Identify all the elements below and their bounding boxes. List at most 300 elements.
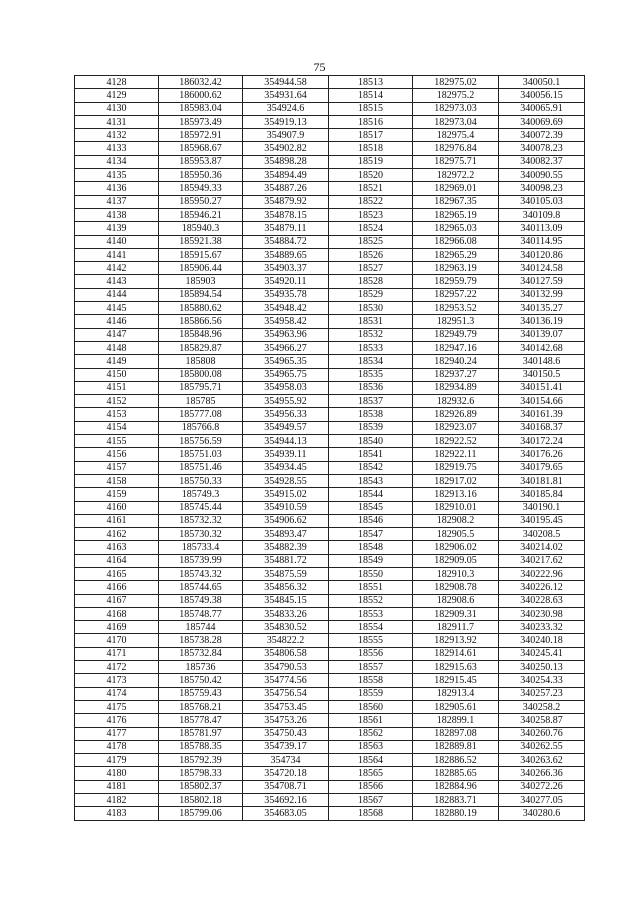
table-row (75, 395, 585, 408)
y-coordinate-a-cell: 354906.62 (243, 514, 329, 527)
y-coordinate-a-cell: 354879.11 (243, 222, 329, 235)
y-coordinate-a-cell: 354806.58 (243, 647, 329, 660)
point-number-b-cell: 18535 (329, 368, 413, 381)
point-number-b-cell: 18538 (329, 408, 413, 421)
point-number-b-cell: 18534 (329, 355, 413, 368)
y-coordinate-b-cell: 340280.6 (499, 807, 585, 820)
table-row (75, 315, 585, 328)
table-row (75, 767, 585, 780)
y-coordinate-a-cell: 354692.16 (243, 794, 329, 807)
x-coordinate-b-cell: 182913.16 (413, 488, 499, 501)
y-coordinate-b-cell: 340185.84 (499, 488, 585, 501)
x-coordinate-b-cell: 182908.78 (413, 581, 499, 594)
x-coordinate-a-cell: 185778.47 (159, 714, 243, 727)
x-coordinate-b-cell: 182913.92 (413, 634, 499, 647)
point-number-a-cell: 4155 (75, 435, 159, 448)
table-row (75, 408, 585, 421)
y-coordinate-a-cell: 354887.26 (243, 182, 329, 195)
point-number-b-cell: 18524 (329, 222, 413, 235)
x-coordinate-b-cell: 182910.3 (413, 567, 499, 580)
table-row (75, 275, 585, 288)
point-number-a-cell: 4139 (75, 222, 159, 235)
y-coordinate-b-cell: 340258.2 (499, 700, 585, 713)
y-coordinate-a-cell: 354774.56 (243, 674, 329, 687)
y-coordinate-a-cell: 354910.59 (243, 501, 329, 514)
y-coordinate-a-cell: 354753.45 (243, 700, 329, 713)
point-number-b-cell: 18539 (329, 421, 413, 434)
table-row (75, 474, 585, 487)
y-coordinate-a-cell: 354939.11 (243, 448, 329, 461)
y-coordinate-a-cell: 354739.17 (243, 740, 329, 753)
point-number-b-cell: 18561 (329, 714, 413, 727)
x-coordinate-a-cell: 185759.43 (159, 687, 243, 700)
x-coordinate-a-cell: 185903 (159, 275, 243, 288)
point-number-a-cell: 4156 (75, 448, 159, 461)
x-coordinate-a-cell: 185950.36 (159, 169, 243, 182)
point-number-b-cell: 18513 (329, 76, 413, 89)
coordinates-table (74, 75, 585, 821)
point-number-b-cell: 18532 (329, 328, 413, 341)
x-coordinate-a-cell: 185968.67 (159, 142, 243, 155)
y-coordinate-b-cell: 340190.1 (499, 501, 585, 514)
point-number-a-cell: 4168 (75, 607, 159, 620)
x-coordinate-a-cell: 185915.67 (159, 248, 243, 261)
point-number-b-cell: 18560 (329, 700, 413, 713)
y-coordinate-b-cell: 340217.62 (499, 554, 585, 567)
point-number-a-cell: 4180 (75, 767, 159, 780)
table-row (75, 208, 585, 221)
table-row (75, 780, 585, 793)
x-coordinate-a-cell: 185802.37 (159, 780, 243, 793)
y-coordinate-a-cell: 354948.42 (243, 302, 329, 315)
y-coordinate-b-cell: 340072.39 (499, 129, 585, 142)
x-coordinate-a-cell: 185733.4 (159, 541, 243, 554)
table-row (75, 740, 585, 753)
point-number-b-cell: 18558 (329, 674, 413, 687)
x-coordinate-b-cell: 182909.31 (413, 607, 499, 620)
point-number-a-cell: 4153 (75, 408, 159, 421)
y-coordinate-b-cell: 340124.58 (499, 262, 585, 275)
x-coordinate-b-cell: 182975.4 (413, 129, 499, 142)
point-number-a-cell: 4174 (75, 687, 159, 700)
point-number-b-cell: 18523 (329, 208, 413, 221)
point-number-a-cell: 4131 (75, 115, 159, 128)
x-coordinate-b-cell: 182911.7 (413, 621, 499, 634)
y-coordinate-a-cell: 354966.27 (243, 341, 329, 354)
point-number-b-cell: 18563 (329, 740, 413, 753)
x-coordinate-b-cell: 182880.19 (413, 807, 499, 820)
x-coordinate-a-cell: 185950.27 (159, 195, 243, 208)
y-coordinate-b-cell: 340245.41 (499, 647, 585, 660)
point-number-b-cell: 18549 (329, 554, 413, 567)
x-coordinate-b-cell: 182967.35 (413, 195, 499, 208)
y-coordinate-a-cell: 354893.47 (243, 528, 329, 541)
y-coordinate-b-cell: 340114.95 (499, 235, 585, 248)
y-coordinate-a-cell: 354683.05 (243, 807, 329, 820)
table-row (75, 288, 585, 301)
table-row (75, 528, 585, 541)
point-number-b-cell: 18544 (329, 488, 413, 501)
x-coordinate-a-cell: 186032.42 (159, 76, 243, 89)
y-coordinate-b-cell: 340233.32 (499, 621, 585, 634)
x-coordinate-a-cell: 185940.3 (159, 222, 243, 235)
x-coordinate-a-cell: 185745.44 (159, 501, 243, 514)
table-row (75, 621, 585, 634)
table-row (75, 195, 585, 208)
x-coordinate-a-cell: 185795.71 (159, 381, 243, 394)
table-row (75, 647, 585, 660)
point-number-b-cell: 18555 (329, 634, 413, 647)
x-coordinate-b-cell: 182922.52 (413, 435, 499, 448)
x-coordinate-a-cell: 185744 (159, 621, 243, 634)
y-coordinate-b-cell: 340263.62 (499, 754, 585, 767)
y-coordinate-b-cell: 340262.55 (499, 740, 585, 753)
point-number-b-cell: 18552 (329, 594, 413, 607)
x-coordinate-b-cell: 182973.03 (413, 102, 499, 115)
x-coordinate-b-cell: 182922.11 (413, 448, 499, 461)
table-row (75, 182, 585, 195)
x-coordinate-b-cell: 182886.52 (413, 754, 499, 767)
x-coordinate-b-cell: 182908.2 (413, 514, 499, 527)
table-row (75, 328, 585, 341)
point-number-a-cell: 4176 (75, 714, 159, 727)
x-coordinate-a-cell: 185744.65 (159, 581, 243, 594)
x-coordinate-a-cell: 185730.32 (159, 528, 243, 541)
x-coordinate-a-cell: 185799.06 (159, 807, 243, 820)
x-coordinate-a-cell: 185756.59 (159, 435, 243, 448)
x-coordinate-a-cell: 185748.77 (159, 607, 243, 620)
y-coordinate-a-cell: 354830.52 (243, 621, 329, 634)
y-coordinate-a-cell: 354875.59 (243, 567, 329, 580)
y-coordinate-b-cell: 340151.41 (499, 381, 585, 394)
y-coordinate-a-cell: 354882.39 (243, 541, 329, 554)
y-coordinate-b-cell: 340226.12 (499, 581, 585, 594)
x-coordinate-b-cell: 182923.07 (413, 421, 499, 434)
point-number-b-cell: 18516 (329, 115, 413, 128)
table-row (75, 461, 585, 474)
x-coordinate-b-cell: 182973.04 (413, 115, 499, 128)
x-coordinate-b-cell: 182905.5 (413, 528, 499, 541)
y-coordinate-b-cell: 340113.09 (499, 222, 585, 235)
point-number-b-cell: 18522 (329, 195, 413, 208)
point-number-a-cell: 4130 (75, 102, 159, 115)
point-number-a-cell: 4143 (75, 275, 159, 288)
point-number-b-cell: 18540 (329, 435, 413, 448)
x-coordinate-a-cell: 185802.18 (159, 794, 243, 807)
table-row (75, 222, 585, 235)
coordinates-table-body (75, 76, 585, 821)
point-number-a-cell: 4145 (75, 302, 159, 315)
point-number-a-cell: 4146 (75, 315, 159, 328)
point-number-b-cell: 18531 (329, 315, 413, 328)
table-row (75, 794, 585, 807)
table-row (75, 155, 585, 168)
point-number-b-cell: 18567 (329, 794, 413, 807)
y-coordinate-a-cell: 354920.11 (243, 275, 329, 288)
x-coordinate-b-cell: 182884.96 (413, 780, 499, 793)
page-number: 75 (313, 60, 326, 74)
table-row (75, 435, 585, 448)
point-number-a-cell: 4159 (75, 488, 159, 501)
point-number-a-cell: 4178 (75, 740, 159, 753)
point-number-b-cell: 18543 (329, 474, 413, 487)
x-coordinate-b-cell: 182906.02 (413, 541, 499, 554)
x-coordinate-b-cell: 182899.1 (413, 714, 499, 727)
point-number-a-cell: 4150 (75, 368, 159, 381)
point-number-b-cell: 18514 (329, 89, 413, 102)
x-coordinate-b-cell: 182972.2 (413, 169, 499, 182)
y-coordinate-a-cell: 354931.64 (243, 89, 329, 102)
y-coordinate-a-cell: 354902.82 (243, 142, 329, 155)
y-coordinate-a-cell: 354965.75 (243, 368, 329, 381)
x-coordinate-b-cell: 182897.08 (413, 727, 499, 740)
table-row (75, 634, 585, 647)
point-number-b-cell: 18518 (329, 142, 413, 155)
y-coordinate-b-cell: 340214.02 (499, 541, 585, 554)
y-coordinate-b-cell: 340120.86 (499, 248, 585, 261)
y-coordinate-b-cell: 340056.15 (499, 89, 585, 102)
x-coordinate-a-cell: 185732.32 (159, 514, 243, 527)
point-number-a-cell: 4134 (75, 155, 159, 168)
table-row (75, 262, 585, 275)
point-number-a-cell: 4149 (75, 355, 159, 368)
table-row (75, 700, 585, 713)
x-coordinate-a-cell: 185750.33 (159, 474, 243, 487)
x-coordinate-b-cell: 182965.29 (413, 248, 499, 261)
table-row (75, 687, 585, 700)
point-number-a-cell: 4141 (75, 248, 159, 261)
table-row (75, 421, 585, 434)
y-coordinate-a-cell: 354949.57 (243, 421, 329, 434)
point-number-a-cell: 4138 (75, 208, 159, 221)
point-number-b-cell: 18529 (329, 288, 413, 301)
point-number-b-cell: 18520 (329, 169, 413, 182)
y-coordinate-a-cell: 354879.92 (243, 195, 329, 208)
table-row (75, 248, 585, 261)
point-number-b-cell: 18519 (329, 155, 413, 168)
point-number-b-cell: 18536 (329, 381, 413, 394)
table-row (75, 89, 585, 102)
point-number-b-cell: 18542 (329, 461, 413, 474)
point-number-b-cell: 18551 (329, 581, 413, 594)
point-number-b-cell: 18550 (329, 567, 413, 580)
point-number-a-cell: 4136 (75, 182, 159, 195)
point-number-b-cell: 18547 (329, 528, 413, 541)
y-coordinate-a-cell: 354935.78 (243, 288, 329, 301)
y-coordinate-a-cell: 354894.49 (243, 169, 329, 182)
x-coordinate-b-cell: 182937.27 (413, 368, 499, 381)
point-number-a-cell: 4173 (75, 674, 159, 687)
point-number-b-cell: 18515 (329, 102, 413, 115)
x-coordinate-b-cell: 182883.71 (413, 794, 499, 807)
table-row (75, 115, 585, 128)
x-coordinate-a-cell: 185751.03 (159, 448, 243, 461)
y-coordinate-b-cell: 340136.19 (499, 315, 585, 328)
point-number-a-cell: 4154 (75, 421, 159, 434)
point-number-a-cell: 4147 (75, 328, 159, 341)
x-coordinate-b-cell: 182926.89 (413, 408, 499, 421)
x-coordinate-a-cell: 185785 (159, 395, 243, 408)
x-coordinate-a-cell: 185906.44 (159, 262, 243, 275)
x-coordinate-a-cell: 185749.38 (159, 594, 243, 607)
y-coordinate-b-cell: 340090.55 (499, 169, 585, 182)
y-coordinate-a-cell: 354903.37 (243, 262, 329, 275)
x-coordinate-b-cell: 182917.02 (413, 474, 499, 487)
y-coordinate-b-cell: 340161.39 (499, 408, 585, 421)
x-coordinate-a-cell: 185751.46 (159, 461, 243, 474)
y-coordinate-b-cell: 340148.6 (499, 355, 585, 368)
y-coordinate-a-cell: 354856.32 (243, 581, 329, 594)
y-coordinate-b-cell: 340257.23 (499, 687, 585, 700)
point-number-a-cell: 4177 (75, 727, 159, 740)
x-coordinate-a-cell: 185766.8 (159, 421, 243, 434)
x-coordinate-b-cell: 182951.3 (413, 315, 499, 328)
point-number-a-cell: 4129 (75, 89, 159, 102)
y-coordinate-b-cell: 340142.68 (499, 341, 585, 354)
point-number-a-cell: 4164 (75, 554, 159, 567)
y-coordinate-a-cell: 354720.18 (243, 767, 329, 780)
y-coordinate-a-cell: 354956.33 (243, 408, 329, 421)
point-number-a-cell: 4183 (75, 807, 159, 820)
point-number-a-cell: 4171 (75, 647, 159, 660)
x-coordinate-a-cell: 185788.35 (159, 740, 243, 753)
y-coordinate-a-cell: 354822.2 (243, 634, 329, 647)
y-coordinate-b-cell: 340208.5 (499, 528, 585, 541)
x-coordinate-a-cell: 185732.84 (159, 647, 243, 660)
table-row (75, 554, 585, 567)
point-number-b-cell: 18525 (329, 235, 413, 248)
y-coordinate-a-cell: 354907.9 (243, 129, 329, 142)
point-number-a-cell: 4158 (75, 474, 159, 487)
x-coordinate-a-cell: 185946.21 (159, 208, 243, 221)
y-coordinate-a-cell: 354958.03 (243, 381, 329, 394)
table-row (75, 448, 585, 461)
x-coordinate-a-cell: 185866.56 (159, 315, 243, 328)
y-coordinate-b-cell: 340139.07 (499, 328, 585, 341)
y-coordinate-b-cell: 340240.18 (499, 634, 585, 647)
y-coordinate-a-cell: 354965.35 (243, 355, 329, 368)
x-coordinate-b-cell: 182949.79 (413, 328, 499, 341)
x-coordinate-a-cell: 185808 (159, 355, 243, 368)
y-coordinate-b-cell: 340150.5 (499, 368, 585, 381)
point-number-b-cell: 18566 (329, 780, 413, 793)
point-number-a-cell: 4144 (75, 288, 159, 301)
x-coordinate-a-cell: 185768.21 (159, 700, 243, 713)
y-coordinate-a-cell: 354734 (243, 754, 329, 767)
y-coordinate-b-cell: 340082.37 (499, 155, 585, 168)
point-number-a-cell: 4163 (75, 541, 159, 554)
x-coordinate-b-cell: 182966.08 (413, 235, 499, 248)
y-coordinate-a-cell: 354928.55 (243, 474, 329, 487)
x-coordinate-a-cell: 185953.87 (159, 155, 243, 168)
y-coordinate-a-cell: 354833.26 (243, 607, 329, 620)
table-row (75, 488, 585, 501)
x-coordinate-a-cell: 185973.49 (159, 115, 243, 128)
x-coordinate-b-cell: 182915.63 (413, 661, 499, 674)
y-coordinate-b-cell: 340109.8 (499, 208, 585, 221)
point-number-b-cell: 18546 (329, 514, 413, 527)
y-coordinate-a-cell: 354845.15 (243, 594, 329, 607)
x-coordinate-b-cell: 182934.89 (413, 381, 499, 394)
x-coordinate-a-cell: 185777.08 (159, 408, 243, 421)
x-coordinate-b-cell: 182913.4 (413, 687, 499, 700)
table-row (75, 501, 585, 514)
table-row (75, 129, 585, 142)
point-number-a-cell: 4148 (75, 341, 159, 354)
point-number-b-cell: 18521 (329, 182, 413, 195)
point-number-b-cell: 18526 (329, 248, 413, 261)
point-number-b-cell: 18557 (329, 661, 413, 674)
x-coordinate-b-cell: 182910.01 (413, 501, 499, 514)
x-coordinate-b-cell: 182914.61 (413, 647, 499, 660)
point-number-b-cell: 18553 (329, 607, 413, 620)
point-number-a-cell: 4142 (75, 262, 159, 275)
x-coordinate-a-cell: 185848.96 (159, 328, 243, 341)
point-number-b-cell: 18533 (329, 341, 413, 354)
point-number-a-cell: 4132 (75, 129, 159, 142)
point-number-a-cell: 4135 (75, 169, 159, 182)
table-row (75, 661, 585, 674)
y-coordinate-a-cell: 354915.02 (243, 488, 329, 501)
table-row (75, 169, 585, 182)
table-row (75, 714, 585, 727)
y-coordinate-a-cell: 354898.28 (243, 155, 329, 168)
y-coordinate-b-cell: 340230.98 (499, 607, 585, 620)
point-number-a-cell: 4172 (75, 661, 159, 674)
x-coordinate-a-cell: 185894.54 (159, 288, 243, 301)
point-number-b-cell: 18568 (329, 807, 413, 820)
point-number-b-cell: 18548 (329, 541, 413, 554)
x-coordinate-b-cell: 182885.65 (413, 767, 499, 780)
point-number-a-cell: 4165 (75, 567, 159, 580)
point-number-a-cell: 4140 (75, 235, 159, 248)
y-coordinate-b-cell: 340250.13 (499, 661, 585, 674)
x-coordinate-a-cell: 185829.87 (159, 341, 243, 354)
point-number-b-cell: 18541 (329, 448, 413, 461)
x-coordinate-a-cell: 185792.39 (159, 754, 243, 767)
point-number-a-cell: 4166 (75, 581, 159, 594)
y-coordinate-a-cell: 354934.45 (243, 461, 329, 474)
y-coordinate-b-cell: 340176.26 (499, 448, 585, 461)
y-coordinate-b-cell: 340050.1 (499, 76, 585, 89)
table-row (75, 807, 585, 820)
x-coordinate-b-cell: 182975.2 (413, 89, 499, 102)
x-coordinate-b-cell: 182905.61 (413, 700, 499, 713)
point-number-a-cell: 4181 (75, 780, 159, 793)
y-coordinate-b-cell: 340069.69 (499, 115, 585, 128)
point-number-a-cell: 4182 (75, 794, 159, 807)
y-coordinate-b-cell: 340168.37 (499, 421, 585, 434)
point-number-a-cell: 4170 (75, 634, 159, 647)
x-coordinate-b-cell: 182957.22 (413, 288, 499, 301)
y-coordinate-b-cell: 340228.63 (499, 594, 585, 607)
point-number-b-cell: 18564 (329, 754, 413, 767)
point-number-a-cell: 4160 (75, 501, 159, 514)
x-coordinate-a-cell: 185972.91 (159, 129, 243, 142)
table-row (75, 594, 585, 607)
point-number-b-cell: 18562 (329, 727, 413, 740)
y-coordinate-b-cell: 340179.65 (499, 461, 585, 474)
point-number-a-cell: 4162 (75, 528, 159, 541)
y-coordinate-a-cell: 354955.92 (243, 395, 329, 408)
table-row (75, 355, 585, 368)
y-coordinate-a-cell: 354924.6 (243, 102, 329, 115)
table-row (75, 607, 585, 620)
y-coordinate-a-cell: 354753.26 (243, 714, 329, 727)
y-coordinate-a-cell: 354881.72 (243, 554, 329, 567)
x-coordinate-a-cell: 185739.99 (159, 554, 243, 567)
y-coordinate-a-cell: 354958.42 (243, 315, 329, 328)
